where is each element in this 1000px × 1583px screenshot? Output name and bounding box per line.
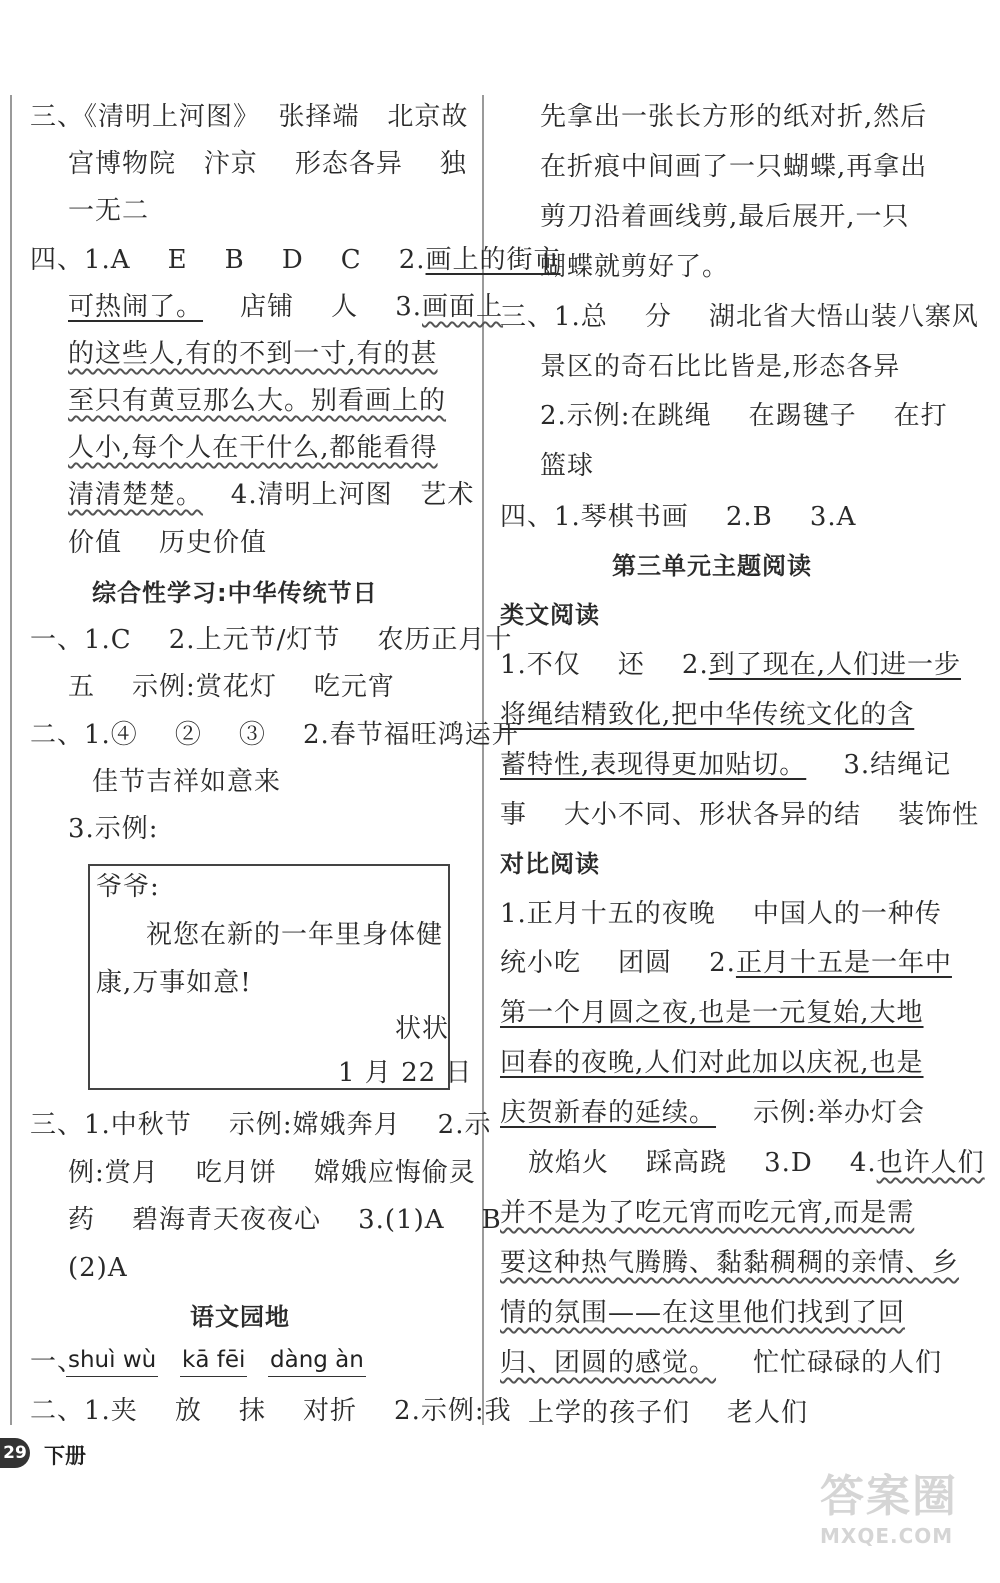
wavy-underlined-answer: 情的氛围——在这里他们找到了回 — [500, 1298, 906, 1328]
underlined-answer: 第一个月圆之夜,也是一元复始,大地 — [500, 998, 924, 1028]
answer-line: 五 示例:赏花灯 吃元宵 — [68, 672, 395, 702]
answer-line: 二、1.④ ② ③ 2.春节福旺鸿运开 — [30, 720, 519, 750]
underlined-answer: 可热闹了。 — [68, 292, 204, 322]
wavy-underlined-answer: 至只有黄豆那么大。别看画上的 — [68, 386, 447, 416]
pinyin-answer: shuì wù — [66, 1346, 158, 1377]
watermark-logo: 答案圈 — [820, 1471, 958, 1522]
answer-line: 三、1.总 分 湖北省大悟山装八寨风 — [500, 302, 979, 332]
answer-line — [68, 478, 474, 512]
underlined-answer: 将绳结精致化,把中华传统文化的含 — [500, 700, 915, 730]
wavy-underlined-answer: 人小,每个人在干什么,都能看得 — [68, 433, 438, 463]
wavy-underlined-answer: 要这种热气腾腾、黏黏稠稠的亲情、乡 — [500, 1248, 960, 1278]
watermark — [820, 1470, 970, 1570]
answer-line: 1.正月十五的夜晚 中国人的一种传 — [500, 899, 942, 929]
answer-line: 篮球 — [540, 451, 595, 481]
subsection-heading: 类文阅读 — [500, 601, 600, 629]
answer-line: 2.示例:在跳绳 在踢毽子 在打 — [540, 401, 948, 431]
page-number-badge: 29 — [0, 1438, 30, 1468]
answer-line — [500, 1346, 942, 1380]
underlined-answer: 庆贺新春的延续。 — [500, 1098, 717, 1128]
answer-line — [500, 1096, 925, 1130]
answer-line: 三、1.中秋节 示例:嫦娥奔月 2.示 — [30, 1110, 492, 1140]
answer-text: 四、1.A E B D C 2. — [30, 245, 426, 275]
underlined-answer: 蓄特性,表现得更加贴切。 — [500, 750, 807, 780]
card-body: 康,万事如意! — [96, 968, 252, 998]
card-signature: 状状 — [395, 1014, 450, 1044]
answer-line: 二、1.夹 放 抹 对折 2.示例:我 — [30, 1396, 512, 1426]
answer-line: 三、《清明上河图》 张择端 北京故 — [30, 102, 469, 132]
underlined-answer: 正月十五是一年中 — [735, 948, 952, 978]
wavy-underlined-answer: 画面上 — [422, 292, 504, 322]
answer-line: 药 碧海青天夜夜心 3.(1)A B — [68, 1205, 502, 1235]
answer-line — [500, 648, 961, 682]
card-date: 1 月 22 日 — [338, 1058, 473, 1088]
wavy-underlined-answer: 并不是为了吃元宵而吃元宵,而是需 — [500, 1198, 915, 1228]
pinyin-answer: kā fēi — [180, 1346, 247, 1377]
underlined-answer: 回春的夜晚,人们对此加以庆祝,也是 — [500, 1048, 924, 1078]
answer-text: 放焰火 踩高跷 3.D 4. — [528, 1148, 877, 1178]
section-heading: 语文园地 — [190, 1303, 290, 1331]
card-salutation: 爷爷: — [96, 872, 160, 902]
underlined-answer: 画上的街市 — [425, 245, 561, 275]
wavy-underlined-answer: 的这些人,有的不到一寸,有的甚 — [68, 339, 438, 369]
watermark-url: MXQE.COM — [820, 1524, 954, 1548]
answer-line: 事 大小不同、形状各异的结 装饰性 — [500, 800, 980, 830]
answer-line — [68, 290, 503, 324]
answer-text: 忙忙碌碌的人们 — [716, 1348, 943, 1378]
answer-line: 宫博物院 汴京 形态各异 独 — [68, 149, 467, 179]
left-column-rule — [10, 95, 12, 1425]
answer-line: 景区的奇石比比皆是,形态各异 — [540, 352, 901, 382]
answer-text: 店铺 人 3. — [203, 292, 422, 322]
answer-line: 一无二 — [68, 196, 150, 226]
answer-line: 3.示例: — [68, 814, 159, 844]
card-body: 祝您在新的一年里身体健 — [146, 920, 444, 950]
pinyin-answer: dàng àn — [268, 1346, 366, 1377]
answer-line: 佳节吉祥如意来 — [92, 767, 282, 797]
answer-text: 统小吃 团圆 2. — [500, 948, 736, 978]
wavy-underlined-answer: 也许人们 — [876, 1148, 985, 1178]
answer-text: 4.清明上河图 艺术 — [203, 480, 475, 510]
subsection-heading: 对比阅读 — [500, 850, 600, 878]
book-volume-label: 下册 — [44, 1444, 86, 1468]
answer-line: (2)A — [68, 1253, 128, 1283]
answer-text: 1.不仅 还 2. — [500, 650, 709, 680]
answer-line: 蝴蝶就剪好了。 — [540, 252, 730, 282]
answer-line: 剪刀沿着画线剪,最后展开,一只 — [540, 202, 910, 232]
answer-line — [528, 1146, 985, 1180]
answer-line: 先拿出一张长方形的纸对折,然后 — [540, 102, 928, 132]
wavy-underlined-answer: 归、团圆的感觉。 — [500, 1348, 717, 1378]
answer-line — [500, 748, 951, 782]
answer-prefix: 一、 — [30, 1347, 85, 1377]
answer-text: 示例:举办灯会 — [716, 1098, 925, 1128]
answer-line: 四、1.琴棋书画 2.B 3.A — [500, 502, 857, 532]
wavy-underlined-answer: 清清楚楚。 — [68, 480, 204, 510]
underlined-answer: 到了现在,人们进一步 — [708, 650, 961, 680]
answer-line: 一、1.C 2.上元节/灯节 农历正月十 — [30, 625, 513, 655]
answer-line: 例:赏月 吃月饼 嫦娥应悔偷灵 — [68, 1158, 476, 1188]
answer-line: 上学的孩子们 老人们 — [528, 1398, 809, 1428]
section-heading: 第三单元主题阅读 — [612, 552, 812, 580]
answer-line — [500, 946, 952, 980]
section-heading: 综合性学习:中华传统节日 — [92, 579, 378, 607]
answer-text: 3.结绳记 — [806, 750, 952, 780]
greeting-card — [88, 864, 473, 1090]
answer-line: 在折痕中间画了一只蝴蝶,再拿出 — [540, 152, 928, 182]
answer-line: 价值 历史价值 — [68, 528, 268, 558]
answer-line — [30, 243, 561, 277]
